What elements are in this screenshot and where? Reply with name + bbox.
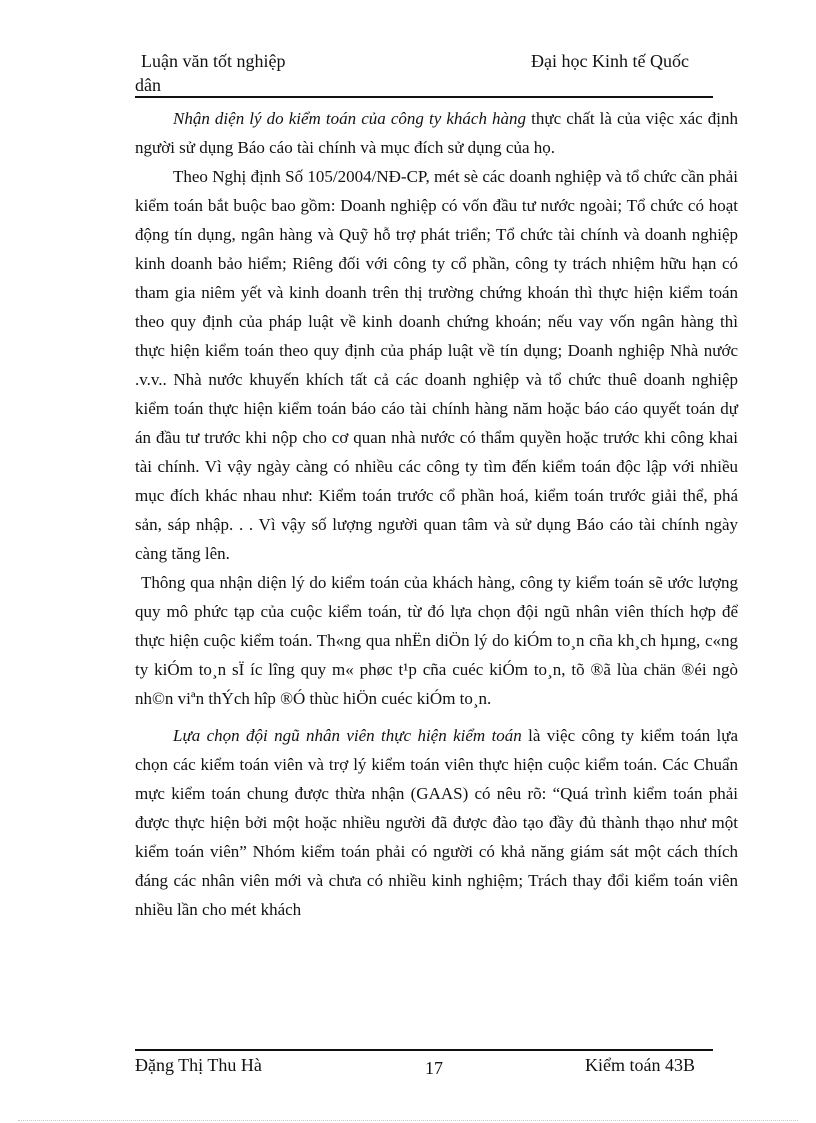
header-right: Đại học Kinh tế Quốc	[531, 51, 689, 71]
header-left: Luận văn tốt nghiệp	[141, 51, 286, 71]
paragraph-2: Theo Nghị định Số 105/2004/NĐ-CP, mét sè các doanh nghiệp và tổ chức cần phải kiểm toán bắt buộc bao gồm: Doanh nghiệp có vốn đầu tư nước ngoài; Tổ chức có hoạt động tín dụng, ngân hàng và Quỹ hỗ trợ phát triển; Tổ chức tài chính và doanh nghiệp kinh doanh bảo hiểm; Riêng đối với công ty cổ phần, công ty trách nhiệm hữu hạn có tham gia niêm yết và kinh doanh trên thị trường chứng khoán thì thực hiện kiểm toán theo quy định của pháp luật về kinh doanh chứng khoán; nếu vay vốn ngân hàng thì thực hiện kiểm toán theo quy định của pháp luật về tín dụng; Doanh nghiệp Nhà nước .v.v.. Nhà nước khuyến khích tất cả các doanh nghiệp và tổ chức thuê doanh nghiệp kiểm toán thực hiện kiểm toán báo cáo tài chính hàng năm hoặc báo cáo quyết toán dự án đầu tư trước khi nộp cho cơ quan nhà nước có thẩm quyền hoặc trước khi công khai tài chính. Vì vậy ngày càng có nhiều các công ty tìm đến kiểm toán độc lập với nhiều mục đích khác nhau như: Kiểm toán trước cổ phần hoá, kiểm toán trước giải thể, phá sản, sáp nhập. . . Vì vậy số lượng người quan tâm và sử dụng Báo cáo tài chính ngày càng tăng lên.	[135, 167, 738, 563]
paragraph-4	[135, 721, 738, 924]
footer-rule	[135, 1049, 713, 1051]
footer-author: Đặng Thị Thu Hà	[135, 1055, 262, 1075]
paragraph-1-italic: Nhận diện lý do kiểm toán của công ty khách hàng	[173, 109, 527, 128]
header-rule	[135, 96, 713, 98]
page-body	[135, 104, 738, 924]
header-wrap: dân	[135, 75, 161, 95]
page-bottom-border	[18, 1120, 798, 1121]
paragraph-4-italic: Lựa chọn đội ngũ nhân viên thực hiện kiểm toán	[173, 726, 522, 745]
paragraph-4-text: là việc công ty kiểm toán lựa chọn các kiểm toán viên và trợ lý kiểm toán viên thực hiện cuộc kiểm toán. Các Chuẩn mực kiểm toán chung được thừa nhận (GAAS) có nêu rõ: “Quá trình kiểm toán phải được thực hiện bởi một hoặc nhiều người đã được đào tạo đầy đủ thành thạo như một kiểm toán viên” Nhóm kiểm toán phải có người có khả năng giám sát một cách thích đáng các nhân viên mới và chưa có nhiều kinh nghiệm; Trách thay đổi kiểm toán viên nhiều lần cho mét khách	[135, 726, 739, 919]
paragraph-3: Thông qua nhận diện lý do kiểm toán của khách hàng, công ty kiểm toán sẽ ước lượng quy mô phức tạp của cuộc kiểm toán, từ đó lựa chọn đội ngũ nhân viên thích hợp để thực hiện cuộc kiểm toán. Th«ng qua nhËn diÖn lý do kiÓm to¸n cña kh¸ch hµng, c«ng ty kiÓm to¸n sÏ íc lîng quy m« phøc t¹p cña cuéc kiÓm to¸n, tõ ®ã lùa chän ®éi ngò nh©n viªn thÝch hîp ®Ó thùc hiÖn cuéc kiÓm to¸n.	[135, 573, 738, 708]
page-number: 17	[425, 1058, 443, 1078]
footer-class: Kiểm toán 43B	[585, 1055, 695, 1075]
paragraph-1	[135, 104, 738, 162]
paragraph-1-text: thực chất là của việc xác định người sử dụng Báo cáo tài chính và mục đích sử dụng của họ.	[135, 109, 738, 157]
